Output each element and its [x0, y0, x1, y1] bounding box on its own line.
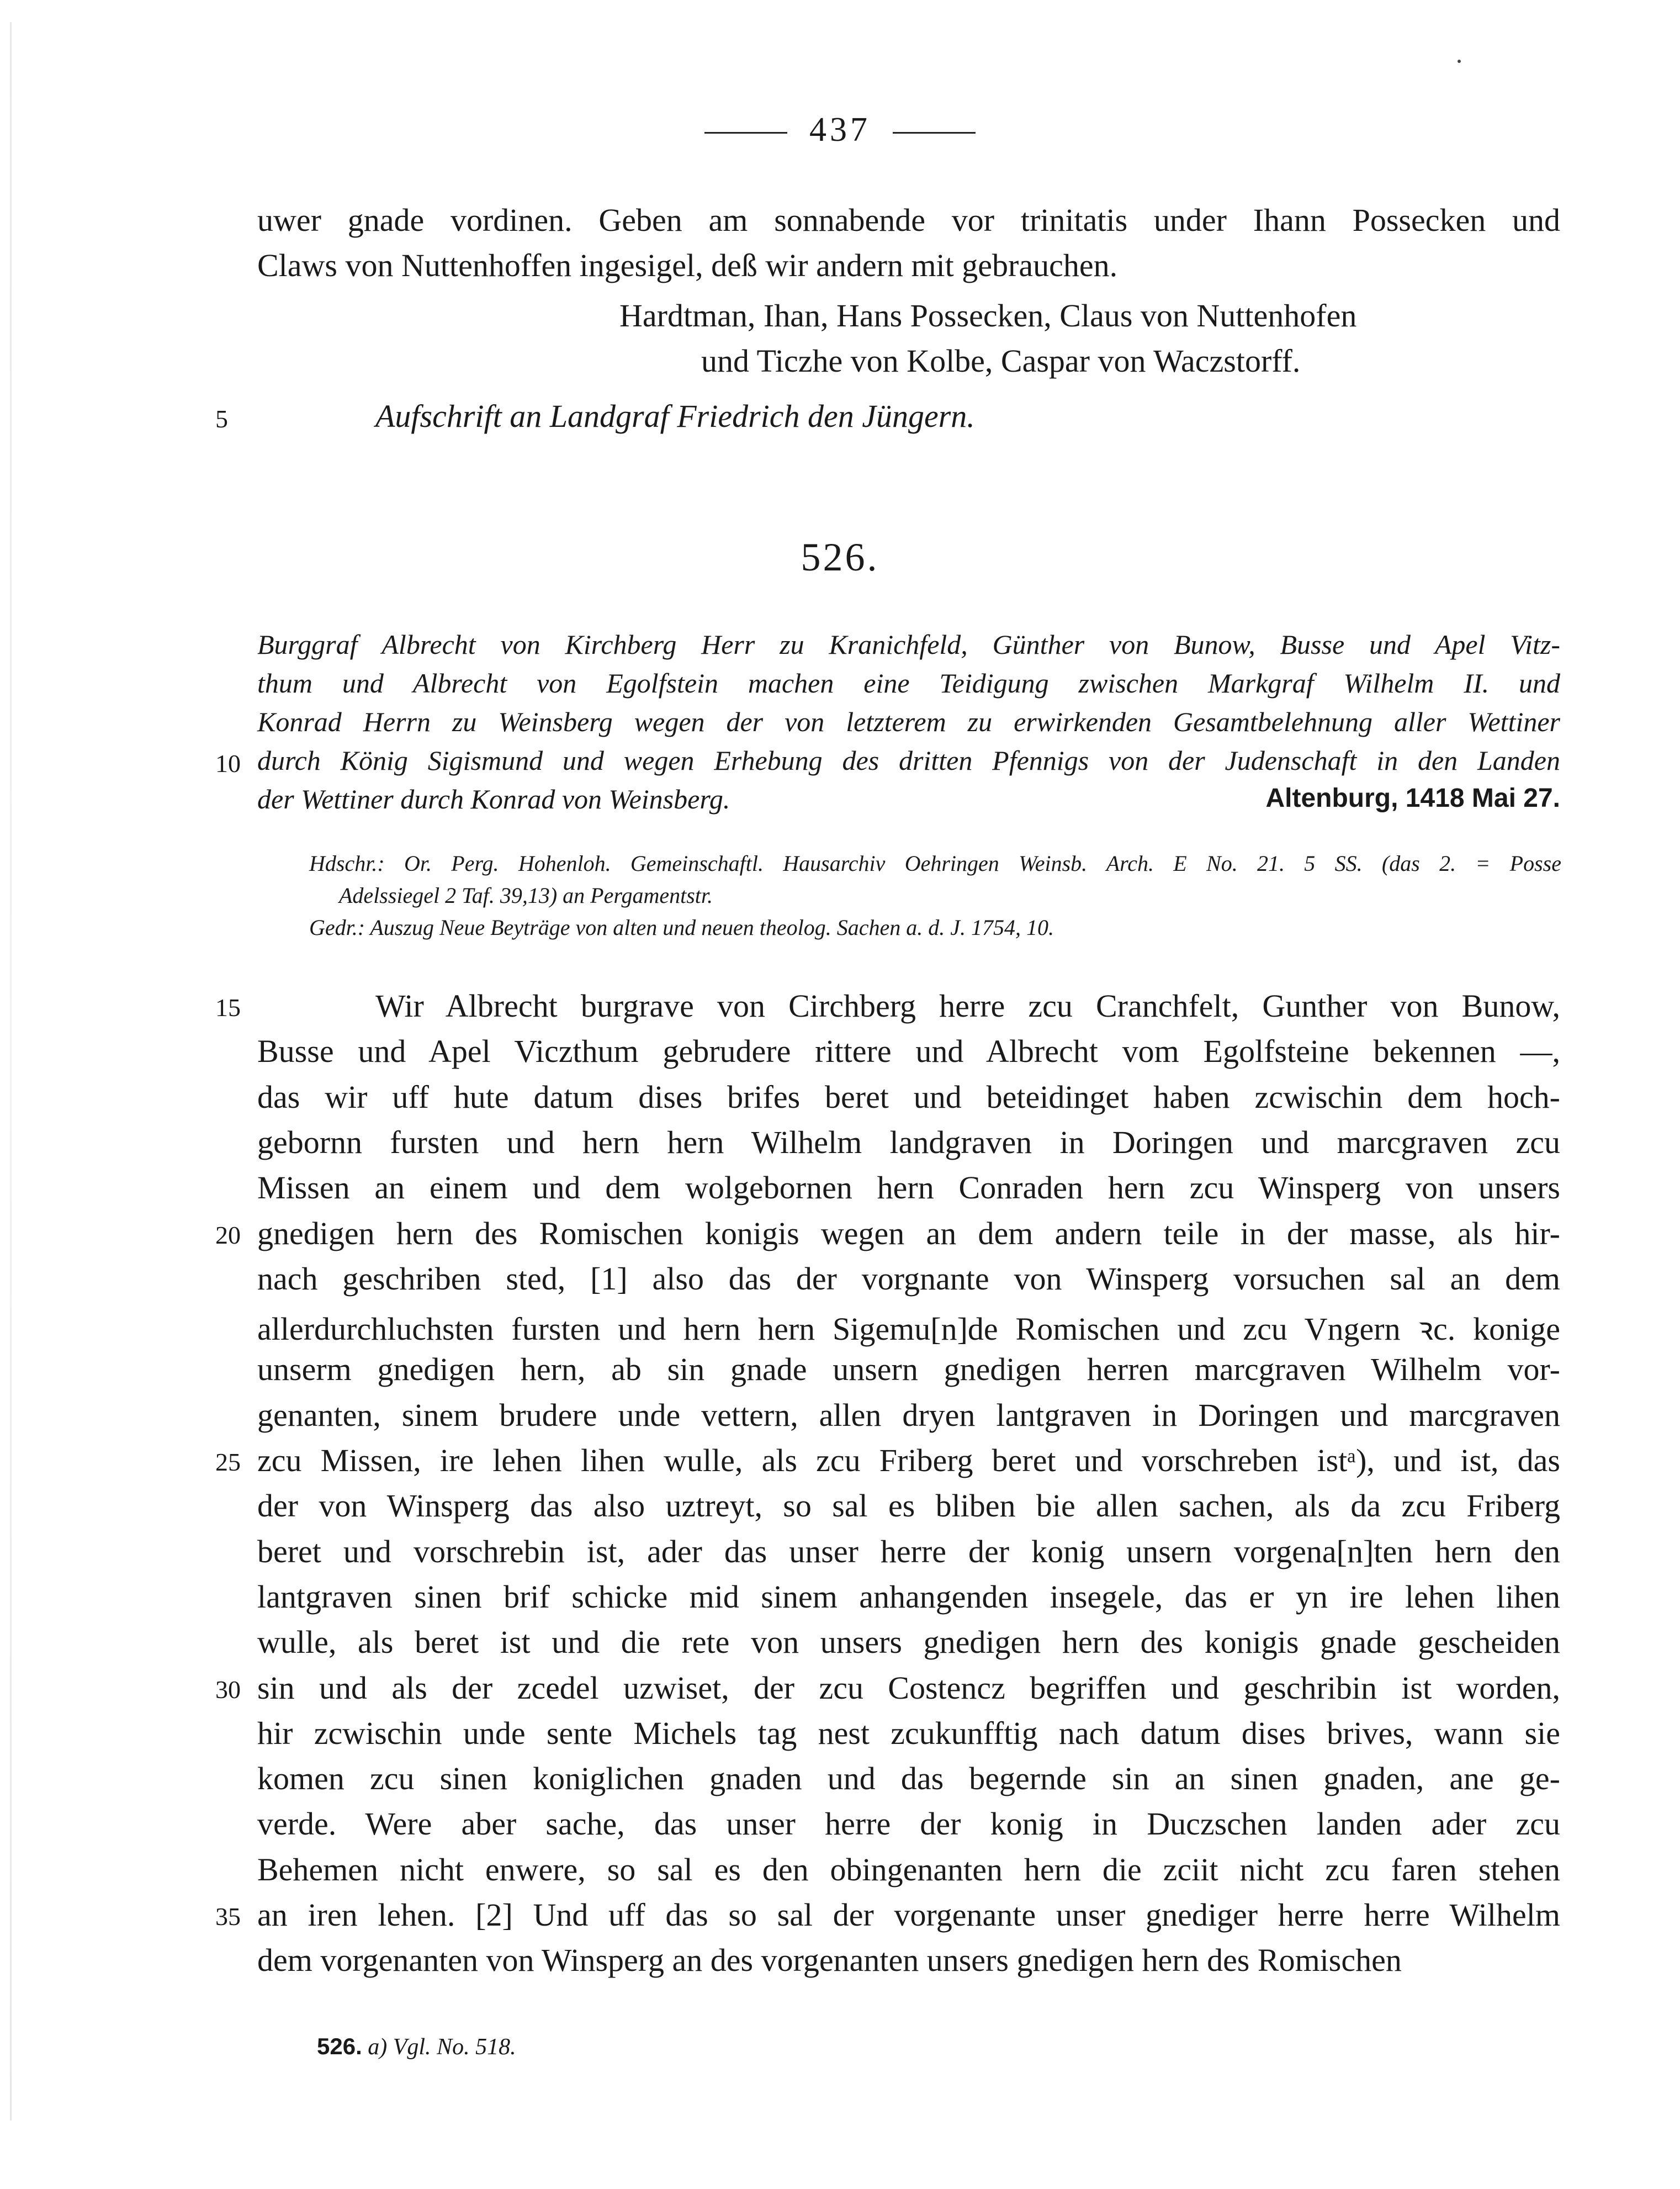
document-number: 526.	[801, 535, 879, 579]
page-edge-shadow	[10, 22, 12, 2121]
body-line: der von Winsperg das also uztreyt, so sal es bliben bie allen sachen, als da zcu Friberg	[257, 1488, 1560, 1524]
source-print: Gedr.: Auszug Neue Beyträge von alten und neuen theolog. Sachen a. d. J. 1754, 10.	[309, 915, 1054, 940]
body-line: an iren lehen. [2] Und uff das so sal der vorgenante unser gnediger herre herre Wilhelm	[257, 1897, 1560, 1933]
body-line: sin und als der zcedel uzwiset, der zcu Costencz begriffen und geschribin ist worden,	[257, 1670, 1560, 1706]
source-manuscript-line-1: Hdschr.: Or. Perg. Hohenloh. Gemeinschaftl. Hausarchiv Oehringen Weinsb. Arch. E No. 21. 5 SS. (das 2. = Posse	[309, 851, 1561, 876]
body-line: lantgraven sinen brif schicke mid sinem anhangenden insegele, das er yn ire lehen lihen	[257, 1579, 1560, 1615]
body-line: genanten, sinem brudere unde vettern, allen dryen lantgraven in Doringen und marcgraven	[257, 1397, 1560, 1433]
regest-line-4: durch König Sigismund und wegen Erhebung des dritten Pfennigs von der Judenschaft in den Landen	[257, 745, 1560, 776]
body-line: komen zcu sinen koniglichen gnaden und das begernde sin an sinen gnaden, ane ge-	[257, 1760, 1560, 1796]
body-line: Busse und Apel Viczthum gebrudere rittere und Albrecht vom Egolfsteine bekennen —,	[257, 1033, 1560, 1069]
line-number: 10	[215, 749, 241, 778]
regest-line-2: thum und Albrecht von Egolfstein machen eine Teidigung zwischen Markgraf Wilhelm II. und	[257, 668, 1560, 699]
place-date: Altenburg, 1418 Mai 27.	[1265, 784, 1560, 813]
body-line: dem vorgenanten von Winsperg an des vorgenanten unsers gnedigen hern des Romischen	[257, 1942, 1402, 1978]
signature-line-2: und Ticzhe von Kolbe, Caspar von Waczstorff.	[701, 343, 1301, 379]
body-line: nach geschriben sted, [1] also das der vorgnante von Winsperg vorsuchen sal an dem	[257, 1261, 1560, 1297]
page-header	[0, 110, 1680, 150]
body-line: beret und vorschrebin ist, ader das unser herre der konig unsern vorgena[n]ten hern den	[257, 1534, 1560, 1569]
previous-text-line-1: uwer gnade vordinen. Geben am sonnabende vor trinitatis under Ihann Possecken und	[257, 202, 1560, 238]
header-rule-left	[704, 132, 787, 134]
regest-last-text: der Wettiner durch Konrad von Weinsberg.	[257, 784, 730, 815]
line-number: 15	[215, 993, 241, 1022]
body-line: Missen an einem und dem wolgebornen hern Conraden hern zcu Winsperg von unsers	[257, 1170, 1560, 1205]
scan-speck	[1458, 60, 1461, 63]
body-line: unserm gnedigen hern, ab sin gnade unsern gnedigen herren marcgraven Wilhelm vor-	[257, 1351, 1560, 1387]
signature-line-1: Hardtman, Ihan, Hans Possecken, Claus von Nuttenhofen	[619, 298, 1357, 334]
body-line: gebornn fursten und hern hern Wilhelm landgraven in Doringen und marcgraven zcu	[257, 1124, 1560, 1160]
page-number: 437	[809, 111, 871, 149]
footnote	[317, 2033, 516, 2060]
regest-line-5	[257, 783, 1560, 815]
header-rule-right	[893, 132, 976, 134]
body-line: wulle, als beret ist und die rete von unsers gnedigen hern des konigis gnade gescheiden	[257, 1624, 1560, 1660]
regest-line-3: Konrad Herrn zu Weinsberg wegen der von letzterem zu erwirkenden Gesamtbelehnung aller Wettiner	[257, 706, 1560, 737]
footnote-label: 526.	[317, 2033, 362, 2059]
body-line: Wir Albrecht burgrave von Circhberg herre zcu Cranchfelt, Gunther von Bunow,	[375, 988, 1560, 1024]
line-number: 30	[215, 1675, 241, 1704]
body-line: zcu Missen, ire lehen lihen wulle, als zcu Friberg beret und vorschreben istᵃ), und ist, das	[257, 1442, 1560, 1478]
address-note: Aufschrift an Landgraf Friedrich den Jüngern.	[375, 398, 975, 434]
body-line: gnedigen hern des Romischen konigis wegen an dem andern teile in der masse, als hir-	[257, 1215, 1560, 1251]
footnote-text: a) Vgl. No. 518.	[368, 2034, 516, 2060]
body-line: das wir uff hute datum dises brifes beret und beteidinget haben zcwischin dem hoch-	[257, 1079, 1560, 1115]
body-line: Behemen nicht enwere, so sal es den obingenanten hern die zciit nicht zcu faren stehen	[257, 1852, 1560, 1887]
body-line: allerdurchluchsten fursten und hern hern Sigemu[n]de Romischen und zcu Vngern ꝛc. konige	[257, 1311, 1560, 1347]
line-number: 5	[215, 405, 228, 433]
body-line: hir zcwischin unde sente Michels tag nest zcukunfftig nach datum dises brives, wann sie	[257, 1715, 1560, 1751]
regest-line-1: Burggraf Albrecht von Kirchberg Herr zu Kranichfeld, Günther von Bunow, Busse und Apel Vitz-	[257, 629, 1560, 660]
source-manuscript-line-2: Adelssiegel 2 Taf. 39,13) an Pergamentstr.	[339, 883, 713, 908]
line-number: 25	[215, 1448, 241, 1476]
body-line: verde. Were aber sache, das unser herre der konig in Duczschen landen ader zcu	[257, 1806, 1560, 1842]
line-number: 20	[215, 1221, 241, 1249]
line-number: 35	[215, 1902, 241, 1931]
previous-text-line-2: Claws von Nuttenhoffen ingesigel, deß wir andern mit gebrauchen.	[257, 247, 1118, 283]
